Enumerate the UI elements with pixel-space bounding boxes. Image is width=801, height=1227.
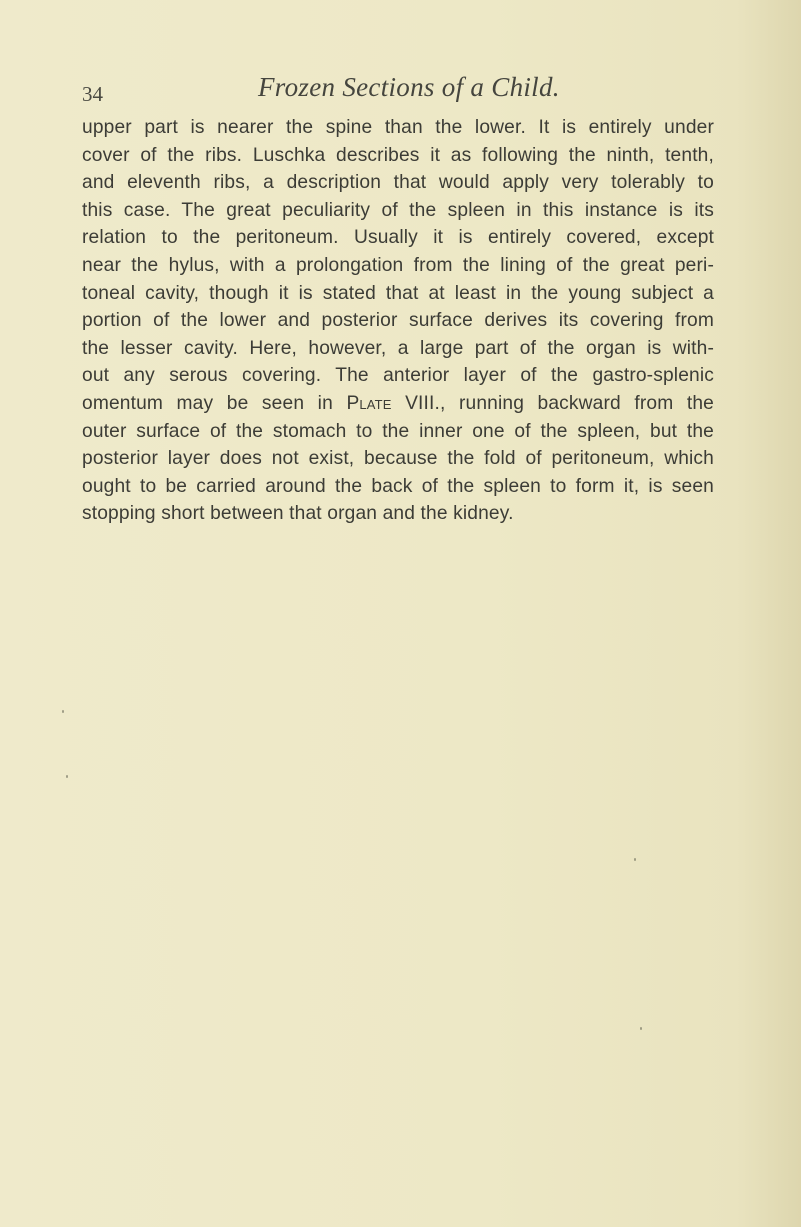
text-line: cover of the ribs. Luschka describes it as following the ninth, tenth, bbox=[82, 144, 714, 166]
text-line: near the hylus, with a prolongation from the lining of the great peri- bbox=[82, 254, 714, 276]
text-line: portion of the lower and posterior surface derives its covering from bbox=[82, 310, 714, 332]
text-line: and eleventh ribs, a description that would apply very tolerably to bbox=[82, 172, 714, 194]
text-line: out any serous covering. The anterior layer of the gastro-splenic bbox=[82, 365, 714, 387]
paper-speck bbox=[62, 710, 64, 713]
text-line: posterior layer does not exist, because the fold of peritoneum, which bbox=[82, 448, 714, 470]
text-line-with-plate-reference bbox=[82, 390, 714, 418]
text-line: this case. The great peculiarity of the spleen in this instance is its bbox=[82, 199, 714, 221]
paper-speck bbox=[66, 775, 68, 778]
text-segment: omentum may be seen in bbox=[82, 392, 333, 414]
text-line: toneal cavity, though it is stated that at least in the young subject a bbox=[82, 282, 714, 304]
running-head: Frozen Sections of a Child. bbox=[258, 72, 560, 102]
text-line: relation to the peritoneum. Usually it is entirely covered, except bbox=[82, 227, 714, 249]
text-line: outer surface of the stomach to the inner one of the spleen, but the bbox=[82, 420, 714, 442]
text-line: ought to be carried around the back of the spleen to form it, is seen bbox=[82, 475, 714, 497]
page-number: 34 bbox=[82, 82, 103, 106]
text-line: upper part is nearer the spine than the lower. It is entirely under bbox=[82, 117, 714, 138]
text-segment: VIII., running backward from the bbox=[405, 392, 714, 414]
text-line: the lesser cavity. Here, however, a large part of the organ is with- bbox=[82, 337, 714, 359]
paper-speck bbox=[634, 858, 636, 861]
paper-speck bbox=[640, 1027, 642, 1030]
text-line: stopping short between that organ and the kidney. bbox=[82, 503, 514, 525]
body-paragraph bbox=[82, 114, 714, 528]
page-header bbox=[82, 72, 722, 112]
plate-reference: Plate bbox=[346, 392, 392, 414]
